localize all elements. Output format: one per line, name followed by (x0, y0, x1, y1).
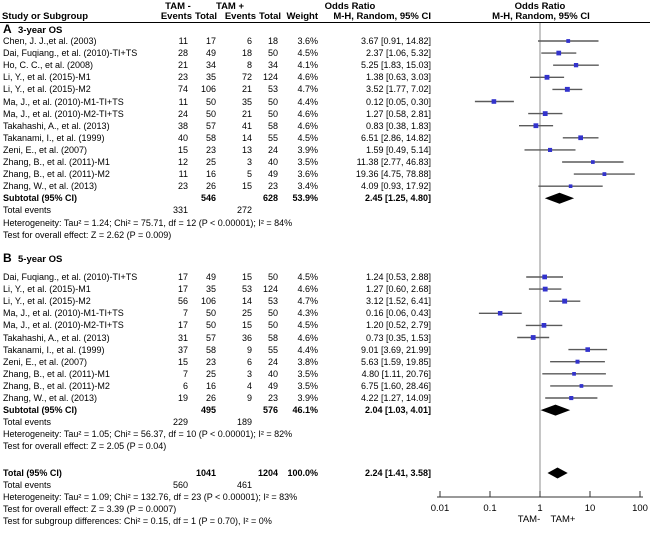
total-tam-minus: 50 (205, 108, 216, 119)
study-name: Takanami, I., et al. (1999) (3, 344, 105, 355)
section-title: 5-year OS (18, 254, 63, 265)
total-tam-minus: 16 (205, 169, 216, 180)
events-tam-plus: 15 (241, 272, 252, 282)
subtotal-odds-ratio-text: 2.04 [1.03, 4.01] (364, 405, 431, 416)
weight-value: 3.9% (297, 393, 318, 403)
study-name: Zhang, B., et al. (2011)-M1 (3, 157, 110, 167)
study-name: Zeni, E., et al. (2007) (3, 144, 88, 155)
total-weight: 100.0% (287, 468, 318, 478)
total-tam-plus: 50 (267, 108, 278, 119)
events-tam-plus: 14 (241, 132, 252, 143)
or-marker (569, 396, 573, 400)
axis-label-tam-minus: TAM- (517, 514, 541, 525)
weight-value: 4.4% (297, 344, 318, 355)
odds-ratio-ci-text: 4.09 [0.93, 17.92] (360, 181, 431, 192)
subtotal-diamond (545, 193, 574, 204)
total-tam-plus: 34 (267, 60, 278, 71)
total-tam-plus: 124 (262, 72, 278, 83)
or-marker (556, 51, 561, 56)
study-name: Ma, J., et al. (2010)-M1-TI+TS (3, 308, 124, 319)
total-tam-minus: 106 (200, 84, 216, 95)
subtotal-odds-ratio-text: 2.45 [1.25, 4.80] (364, 193, 431, 204)
study-name: Chen, J. J.,et al. (2003) (3, 36, 97, 46)
total-tam-plus: 53 (267, 296, 278, 307)
weight-value: 4.4% (297, 96, 318, 107)
study-name: Zhang, B., et al. (2011)-M1 (3, 368, 110, 379)
heterogeneity-text: Heterogeneity: Tau² = 1.24; Chi² = 75.71, df = 12 (P < 0.00001); I² = 84% (3, 217, 293, 228)
or-marker (576, 360, 580, 364)
odds-ratio-ci-text: 0.16 [0.06, 0.43] (365, 308, 431, 319)
subtotal-weight: 53.9% (292, 193, 318, 204)
events-tam-plus: 72 (241, 72, 252, 83)
or-marker (603, 172, 607, 176)
events-tam-plus: 6 (246, 356, 252, 367)
total-tam-minus: 25 (205, 157, 216, 167)
total-tam-minus: 26 (205, 181, 216, 192)
subtotal-label: Subtotal (95% CI) (3, 405, 78, 416)
subtotal-diamond (541, 405, 571, 416)
weight-value: 3.8% (297, 356, 318, 367)
weight-value: 4.7% (297, 84, 318, 95)
total-events-tam-plus: 189 (236, 417, 252, 428)
or-marker (585, 347, 590, 352)
x-tick-label: 1 (537, 503, 543, 514)
total-tam-plus: 58 (267, 120, 278, 131)
weight-value: 4.6% (297, 284, 318, 295)
total-tam-minus: 26 (205, 393, 216, 403)
col-header-events-2: Events (224, 11, 256, 22)
or-marker (574, 63, 578, 67)
total-tam-minus: 49 (205, 48, 216, 59)
events-tam-minus: 7 (182, 368, 188, 379)
col-header-study: Study or Subgroup (2, 11, 89, 22)
study-name: Li, Y., et al. (2015)-M1 (3, 284, 91, 295)
total-tam-minus: 35 (205, 72, 216, 83)
total-events-label: Total events (3, 480, 52, 491)
or-marker (562, 299, 567, 304)
study-name: Ma, J., et al. (2010)-M2-TI+TS (3, 320, 124, 331)
section-letter: A (3, 22, 12, 36)
odds-ratio-ci-text: 11.38 [2.77, 46.83] (356, 157, 431, 167)
events-tam-minus: 74 (177, 84, 188, 95)
total-tam-minus: 23 (205, 356, 216, 367)
events-tam-minus: 23 (177, 181, 188, 192)
total-label: Total (95% CI) (3, 468, 62, 478)
overall-effect-text: Test for overall effect: Z = 3.39 (P = 0.0007) (3, 504, 177, 515)
total-tam-minus: 35 (205, 284, 216, 295)
weight-value: 3.5% (297, 157, 318, 167)
col-header-events-1: Events (160, 11, 192, 22)
total-tam-minus: 50 (205, 320, 216, 331)
odds-ratio-ci-text: 0.12 [0.05, 0.30] (365, 96, 431, 107)
study-name: Zhang, B., et al. (2011)-M2 (3, 169, 110, 180)
or-marker (531, 335, 536, 340)
total-tam-plus: 23 (267, 181, 278, 192)
col-header-odds-ratio-plot: Odds Ratio (514, 1, 566, 12)
study-name: Li, Y., et al. (2015)-M2 (3, 84, 91, 95)
events-tam-plus: 13 (241, 144, 252, 155)
study-name: Ma, J., et al. (2010)-M1-TI+TS (3, 96, 124, 107)
total-events-tam-plus: 461 (236, 480, 252, 491)
weight-value: 4.5% (297, 320, 318, 331)
total-diamond (548, 468, 568, 479)
subtotal-total-tam-plus: 576 (262, 405, 278, 416)
study-name: Li, Y., et al. (2015)-M2 (3, 296, 91, 307)
total-tam-minus: 16 (205, 380, 216, 391)
weight-value: 4.6% (297, 72, 318, 83)
study-name: Takahashi, A., et al. (2013) (3, 120, 110, 131)
subtotal-total-tam-minus: 495 (200, 405, 216, 416)
odds-ratio-ci-text: 1.38 [0.63, 3.03] (365, 72, 431, 83)
or-marker (542, 323, 547, 328)
total-events-tam-plus: 272 (236, 205, 252, 216)
weight-value: 4.3% (297, 308, 318, 319)
total-tam-minus: 17 (205, 36, 216, 46)
total-tam-minus: 50 (205, 96, 216, 107)
total-tam-plus: 50 (267, 308, 278, 319)
odds-ratio-ci-text: 3.67 [0.91, 14.82] (360, 36, 431, 46)
events-tam-plus: 3 (246, 157, 252, 167)
total-tam-minus: 106 (200, 296, 216, 307)
total-events-tam-minus: 229 (172, 417, 188, 428)
weight-value: 4.6% (297, 120, 318, 131)
study-name: Zeni, E., et al. (2007) (3, 356, 88, 367)
col-header-method-ci-plot: M-H, Random, 95% CI (492, 11, 590, 22)
total-tam-plus: 50 (267, 272, 278, 282)
events-tam-plus: 21 (241, 84, 252, 95)
total-tam-minus: 57 (205, 120, 216, 131)
weight-value: 4.1% (297, 60, 318, 71)
events-tam-minus: 40 (177, 132, 188, 143)
subtotal-total-tam-minus: 546 (200, 193, 216, 204)
or-marker (580, 384, 584, 388)
x-tick-label: 0.1 (483, 503, 497, 514)
events-tam-plus: 3 (246, 368, 252, 379)
x-tick-label: 10 (584, 503, 596, 514)
or-marker (492, 99, 497, 104)
events-tam-minus: 56 (177, 296, 188, 307)
subtotal-label: Subtotal (95% CI) (3, 193, 78, 204)
or-marker (565, 87, 570, 92)
overall-effect-text: Test for overall effect: Z = 2.05 (P = 0.04) (3, 441, 167, 452)
weight-value: 4.5% (297, 132, 318, 143)
total-tam-minus: 58 (205, 132, 216, 143)
total-tam-plus: 53 (267, 84, 278, 95)
odds-ratio-ci-text: 1.27 [0.60, 2.68] (365, 284, 431, 295)
events-tam-minus: 38 (177, 120, 188, 131)
events-tam-plus: 9 (246, 393, 252, 403)
study-name: Zhang, W., et al. (2013) (3, 181, 98, 192)
events-tam-minus: 11 (178, 169, 188, 180)
study-name: Takahashi, A., et al. (2013) (3, 332, 110, 343)
odds-ratio-ci-text: 0.73 [0.35, 1.53] (365, 332, 431, 343)
events-tam-minus: 37 (177, 344, 188, 355)
odds-ratio-ci-text: 6.51 [2.86, 14.82] (360, 132, 431, 143)
events-tam-plus: 41 (241, 120, 252, 131)
odds-ratio-ci-text: 2.37 [1.06, 5.32] (365, 48, 431, 59)
weight-value: 4.7% (297, 296, 318, 307)
total-tam-minus: 50 (205, 308, 216, 319)
total-tam-minus: 25 (205, 368, 216, 379)
events-tam-plus: 4 (246, 380, 252, 391)
total-tam-plus: 50 (267, 320, 278, 331)
odds-ratio-ci-text: 4.22 [1.27, 14.09] (360, 393, 431, 403)
study-name: Dai, Fuqiang., et al. (2010)-TI+TS (3, 272, 138, 282)
col-header-total-2: Total (259, 11, 281, 22)
events-tam-minus: 19 (177, 393, 188, 403)
total-tam-plus: 18 (267, 36, 278, 46)
study-name: Zhang, B., et al. (2011)-M2 (3, 380, 110, 391)
events-tam-minus: 17 (177, 284, 188, 295)
odds-ratio-ci-text: 0.83 [0.38, 1.83] (365, 120, 431, 131)
events-tam-minus: 7 (182, 308, 188, 319)
study-name: Zhang, W., et al. (2013) (3, 393, 98, 403)
section-title: 3-year OS (18, 25, 63, 36)
events-tam-plus: 25 (241, 308, 252, 319)
heterogeneity-text: Heterogeneity: Tau² = 1.09; Chi² = 132.76, df = 23 (P < 0.00001); I² = 83% (3, 492, 298, 503)
total-tam-minus: 58 (205, 344, 216, 355)
weight-value: 3.4% (297, 181, 318, 192)
col-header-weight: Weight (286, 11, 318, 22)
or-marker (543, 111, 548, 116)
events-tam-minus: 17 (177, 272, 188, 282)
weight-value: 3.5% (297, 380, 318, 391)
total-n-tam-minus: 1041 (195, 468, 216, 478)
odds-ratio-ci-text: 1.24 [0.53, 2.88] (365, 272, 431, 282)
events-tam-plus: 18 (241, 48, 252, 59)
odds-ratio-ci-text: 5.63 [1.59, 19.85] (360, 356, 431, 367)
study-name: Takanami, I., et al. (1999) (3, 132, 105, 143)
total-tam-minus: 23 (205, 144, 216, 155)
x-tick-label: 0.01 (430, 503, 450, 514)
odds-ratio-ci-text: 1.27 [0.58, 2.81] (365, 108, 431, 119)
subtotal-total-tam-plus: 628 (262, 193, 278, 204)
or-marker (498, 311, 503, 316)
odds-ratio-ci-text: 6.75 [1.60, 28.46] (360, 380, 431, 391)
or-marker (569, 184, 573, 188)
odds-ratio-ci-text: 1.59 [0.49, 5.14] (365, 144, 431, 155)
events-tam-plus: 14 (241, 296, 252, 307)
x-tick-label: 100 (632, 503, 648, 514)
or-marker (578, 135, 583, 140)
events-tam-plus: 53 (241, 284, 252, 295)
total-tam-plus: 124 (262, 284, 278, 295)
events-tam-minus: 28 (177, 48, 188, 59)
total-tam-minus: 49 (205, 272, 216, 282)
total-tam-plus: 24 (267, 356, 278, 367)
or-marker (545, 75, 550, 80)
subtotal-weight: 46.1% (292, 405, 318, 416)
events-tam-minus: 12 (177, 157, 188, 167)
odds-ratio-ci-text: 9.01 [3.69, 21.99] (360, 344, 431, 355)
events-tam-minus: 17 (177, 320, 188, 331)
weight-value: 4.5% (297, 272, 318, 282)
odds-ratio-ci-text: 19.36 [4.75, 78.88] (355, 169, 431, 180)
events-tam-minus: 24 (177, 108, 188, 119)
total-events-tam-minus: 560 (172, 480, 188, 491)
events-tam-minus: 21 (177, 60, 188, 71)
events-tam-minus: 31 (177, 332, 188, 343)
total-events-label: Total events (3, 417, 52, 428)
weight-value: 4.5% (297, 48, 318, 59)
total-n-tam-plus: 1204 (257, 468, 278, 478)
odds-ratio-ci-text: 1.20 [0.52, 2.79] (365, 320, 431, 331)
events-tam-minus: 23 (177, 72, 188, 83)
total-tam-plus: 50 (267, 96, 278, 107)
or-marker (548, 148, 552, 152)
weight-value: 3.5% (297, 368, 318, 379)
study-name: Dai, Fuqiang., et al. (2010)-TI+TS (3, 48, 138, 59)
weight-value: 3.9% (297, 144, 318, 155)
total-tam-minus: 34 (205, 60, 216, 71)
total-tam-plus: 40 (267, 157, 278, 167)
study-name: Li, Y., et al. (2015)-M1 (3, 72, 91, 83)
col-header-method-ci-text: M-H, Random, 95% CI (333, 11, 431, 22)
or-marker (566, 39, 570, 43)
odds-ratio-ci-text: 3.52 [1.77, 7.02] (365, 84, 431, 95)
col-header-odds-ratio-text: Odds Ratio (324, 1, 376, 12)
events-tam-minus: 15 (177, 356, 188, 367)
or-marker (542, 275, 547, 280)
events-tam-plus: 35 (241, 96, 252, 107)
events-tam-plus: 15 (241, 181, 252, 192)
total-odds-ratio-text: 2.24 [1.41, 3.58] (364, 468, 431, 478)
events-tam-plus: 9 (246, 344, 252, 355)
weight-value: 4.6% (297, 108, 318, 119)
events-tam-minus: 15 (177, 144, 188, 155)
total-tam-plus: 24 (267, 144, 278, 155)
total-tam-plus: 55 (267, 344, 278, 355)
study-name: Ho, C. C., et al. (2008) (3, 60, 94, 71)
total-events-label: Total events (3, 205, 52, 216)
weight-value: 4.6% (297, 332, 318, 343)
total-tam-plus: 55 (267, 132, 278, 143)
events-tam-minus: 6 (182, 380, 188, 391)
events-tam-plus: 8 (246, 60, 252, 71)
col-header-tam-minus: TAM - (165, 1, 191, 12)
subgroup-difference-text: Test for subgroup differences: Chi² = 0.15, df = 1 (P = 0.70), I² = 0% (3, 516, 272, 527)
col-header-tam-plus: TAM + (215, 1, 245, 12)
overall-effect-text: Test for overall effect: Z = 2.62 (P = 0.009) (3, 229, 172, 240)
total-tam-plus: 49 (267, 380, 278, 391)
events-tam-plus: 21 (241, 108, 252, 119)
odds-ratio-ci-text: 3.12 [1.52, 6.41] (365, 296, 431, 307)
events-tam-plus: 15 (241, 320, 252, 331)
total-events-tam-minus: 331 (172, 205, 188, 216)
events-tam-minus: 11 (178, 96, 188, 107)
events-tam-plus: 5 (246, 169, 252, 180)
odds-ratio-ci-text: 4.80 [1.11, 20.76] (361, 368, 431, 379)
or-marker (572, 372, 576, 376)
events-tam-plus: 6 (246, 36, 252, 46)
col-header-total-1: Total (195, 11, 217, 22)
weight-value: 3.6% (297, 169, 318, 180)
events-tam-minus: 11 (178, 36, 188, 46)
events-tam-plus: 36 (241, 332, 252, 343)
total-tam-plus: 58 (267, 332, 278, 343)
total-tam-plus: 23 (267, 393, 278, 403)
or-marker (543, 287, 548, 292)
or-marker (534, 123, 539, 128)
total-tam-minus: 57 (205, 332, 216, 343)
odds-ratio-ci-text: 5.25 [1.83, 15.03] (360, 60, 431, 71)
weight-value: 3.6% (297, 36, 318, 46)
axis-label-tam-plus: TAM+ (550, 514, 576, 525)
total-tam-plus: 40 (267, 368, 278, 379)
heterogeneity-text: Heterogeneity: Tau² = 1.05; Chi² = 56.37, df = 10 (P < 0.00001); I² = 82% (3, 429, 293, 440)
or-marker (591, 160, 595, 164)
total-tam-plus: 49 (267, 169, 278, 180)
section-letter: B (3, 251, 12, 265)
study-name: Ma, J., et al. (2010)-M2-TI+TS (3, 108, 124, 119)
total-tam-plus: 50 (267, 48, 278, 59)
